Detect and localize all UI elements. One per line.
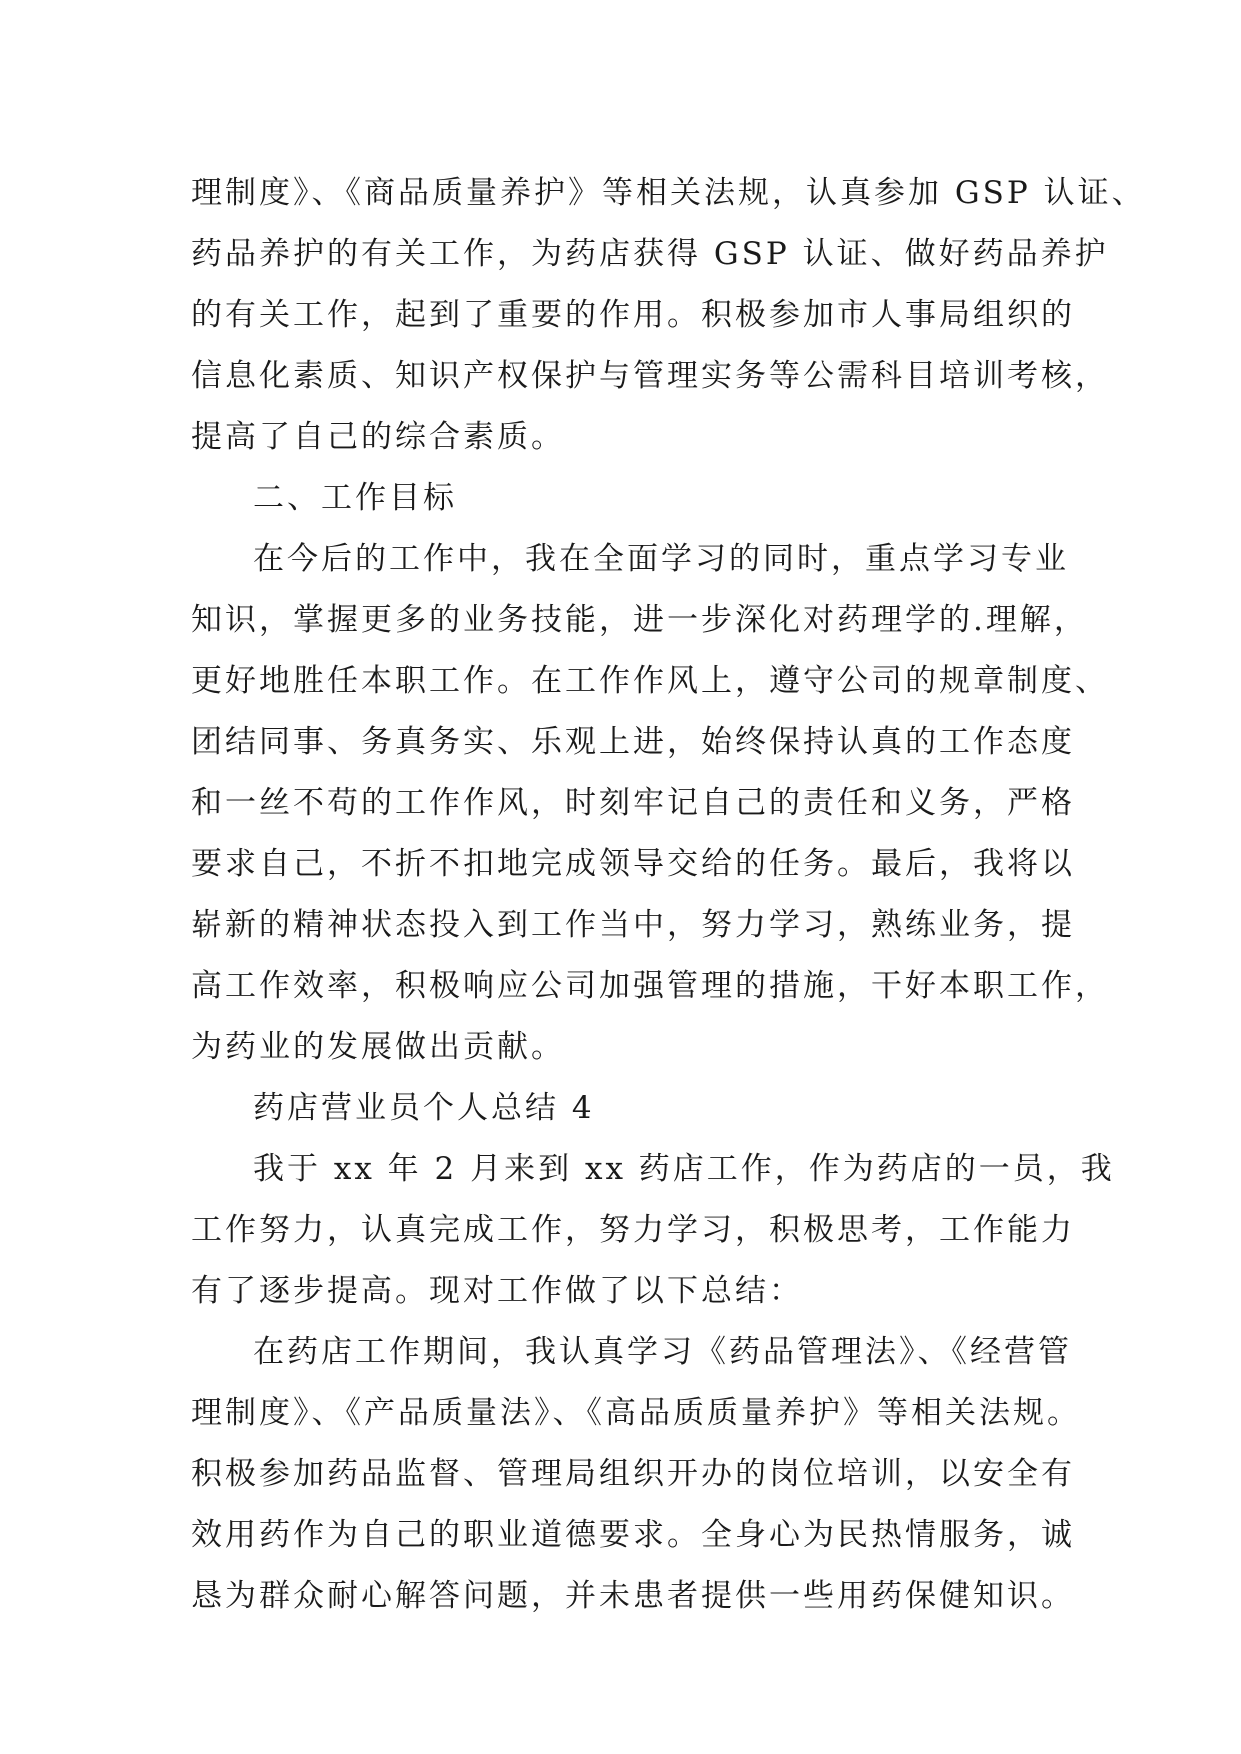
body-line: 知识，掌握更多的业务技能，进一步深化对药理学的.理解， bbox=[191, 602, 1088, 638]
body-line: 积极参加药品监督、管理局组织开办的岗位培训，以安全有 bbox=[191, 1456, 1075, 1492]
body-line: 和一丝不苟的工作作风，时刻牢记自己的责任和义务，严格 bbox=[191, 785, 1075, 821]
section-title: 药店营业员个人总结 4 bbox=[253, 1090, 595, 1126]
body-line: 为药业的发展做出贡献。 bbox=[191, 1029, 565, 1065]
paragraph-start-line: 在今后的工作中，我在全面学习的同时，重点学习专业 bbox=[253, 541, 1069, 577]
body-line: 理制度》、《产品质量法》、《高品质质量养护》等相关法规。 bbox=[191, 1395, 1081, 1431]
paragraph-start-line: 在药店工作期间，我认真学习《药品管理法》、《经营管 bbox=[253, 1334, 1072, 1370]
document-body bbox=[191, 163, 1146, 1627]
body-line: 的有关工作，起到了重要的作用。积极参加市人事局组织的 bbox=[191, 297, 1075, 333]
paragraph-start-line: 我于 xx 年 2 月来到 xx 药店工作，作为药店的一员，我 bbox=[253, 1151, 1115, 1187]
body-line: 崭新的精神状态投入到工作当中，努力学习，熟练业务，提 bbox=[191, 907, 1075, 943]
body-line: 效用药作为自己的职业道德要求。全身心为民热情服务，诚 bbox=[191, 1517, 1075, 1553]
body-line: 药品养护的有关工作，为药店获得 GSP 认证、做好药品养护 bbox=[191, 236, 1109, 272]
body-line: 理制度》、《商品质量养护》等相关法规，认真参加 GSP 认证、 bbox=[191, 175, 1146, 211]
body-line: 高工作效率，积极响应公司加强管理的措施，干好本职工作， bbox=[191, 968, 1109, 1004]
body-line: 有了逐步提高。现对工作做了以下总结： bbox=[191, 1273, 803, 1309]
body-line: 恳为群众耐心解答问题，并未患者提供一些用药保健知识。 bbox=[191, 1578, 1075, 1614]
body-line: 要求自己，不折不扣地完成领导交给的任务。最后，我将以 bbox=[191, 846, 1075, 882]
body-line: 更好地胜任本职工作。在工作作风上，遵守公司的规章制度、 bbox=[191, 663, 1109, 699]
section-heading: 二、工作目标 bbox=[253, 480, 457, 516]
body-line: 工作努力，认真完成工作，努力学习，积极思考，工作能力 bbox=[191, 1212, 1075, 1248]
body-line: 提高了自己的综合素质。 bbox=[191, 419, 565, 455]
body-line: 团结同事、务真务实、乐观上进，始终保持认真的工作态度 bbox=[191, 724, 1075, 760]
body-line: 信息化素质、知识产权保护与管理实务等公需科目培训考核， bbox=[191, 358, 1109, 394]
